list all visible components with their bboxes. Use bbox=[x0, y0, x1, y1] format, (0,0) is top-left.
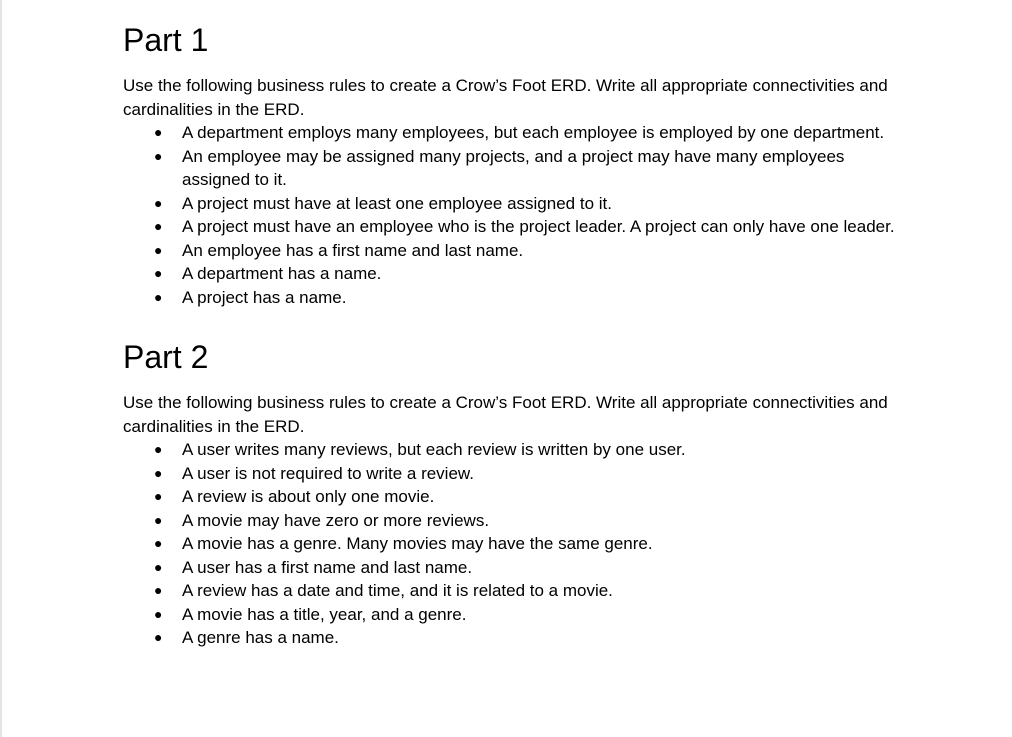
rule-text: A movie has a genre. Many movies may have the same genre. bbox=[182, 534, 653, 553]
list-item bbox=[154, 532, 913, 556]
list-item bbox=[154, 192, 913, 216]
bullet-icon: ● bbox=[154, 241, 163, 258]
list-item bbox=[154, 579, 913, 603]
rule-text: A project must have an employee who is the project leader. A project can only have one leader. bbox=[182, 217, 895, 236]
document-page bbox=[123, 18, 913, 650]
list-item bbox=[154, 121, 913, 145]
bullet-icon: ● bbox=[154, 288, 163, 305]
rule-text: A department employs many employees, but each employee is employed by one department. bbox=[182, 123, 885, 142]
rule-text: A review has a date and time, and it is related to a movie. bbox=[182, 581, 613, 600]
bullet-icon: ● bbox=[154, 488, 163, 504]
rule-text: An employee may be assigned many projects, and a project may have many employees assigned to it. bbox=[182, 146, 845, 189]
list-item bbox=[154, 438, 913, 462]
page-left-border bbox=[0, 0, 2, 737]
bullet-icon: ● bbox=[154, 629, 163, 645]
list-item bbox=[154, 262, 913, 286]
bullet-icon: ● bbox=[154, 464, 163, 481]
part-2-heading: Part 2 bbox=[123, 339, 209, 375]
list-item bbox=[154, 556, 913, 580]
bullet-icon: ● bbox=[154, 511, 163, 528]
list-item bbox=[154, 462, 913, 486]
rule-text: A user has a first name and last name. bbox=[182, 557, 473, 577]
rule-text: A project must have at least one employee assigned to it. bbox=[182, 193, 612, 213]
list-item bbox=[154, 145, 913, 192]
list-item bbox=[154, 215, 913, 239]
rule-text: A genre has a name. bbox=[182, 628, 339, 647]
bullet-icon: ● bbox=[154, 441, 163, 457]
bullet-icon: ● bbox=[154, 582, 163, 598]
part-1-intro: Use the following business rules to create a Crow’s Foot ERD. Write all appropriate connectivities and cardinalities in the ERD. bbox=[123, 76, 888, 119]
list-item bbox=[154, 626, 913, 650]
list-item bbox=[154, 485, 913, 509]
rule-text: A review is about only one movie. bbox=[182, 487, 435, 506]
rule-text: A user is not required to write a review. bbox=[182, 463, 474, 483]
rule-text: A movie has a title, year, and a genre. bbox=[182, 604, 467, 624]
rule-text: A movie may have zero or more reviews. bbox=[182, 510, 490, 530]
rule-text: A user writes many reviews, but each review is written by one user. bbox=[182, 440, 686, 459]
bullet-icon: ● bbox=[154, 147, 163, 164]
rule-text: A project has a name. bbox=[182, 287, 347, 307]
list-item bbox=[154, 509, 913, 533]
bullet-icon: ● bbox=[154, 194, 163, 211]
part-1-section bbox=[123, 18, 913, 309]
bullet-icon: ● bbox=[154, 218, 163, 234]
bullet-icon: ● bbox=[154, 265, 163, 281]
part-1-heading: Part 1 bbox=[123, 22, 209, 58]
rule-text: A department has a name. bbox=[182, 264, 382, 283]
list-item bbox=[154, 603, 913, 627]
part-2-section bbox=[123, 335, 913, 650]
part-2-rules-list bbox=[123, 438, 913, 650]
list-item bbox=[154, 239, 913, 263]
part-1-rules-list bbox=[123, 121, 913, 309]
bullet-icon: ● bbox=[154, 605, 163, 622]
part-2-intro: Use the following business rules to create a Crow’s Foot ERD. Write all appropriate connectivities and cardinalities in the ERD. bbox=[123, 393, 888, 436]
bullet-icon: ● bbox=[154, 535, 163, 551]
bullet-icon: ● bbox=[154, 124, 163, 140]
list-item bbox=[154, 286, 913, 310]
rule-text: An employee has a first name and last name. bbox=[182, 240, 524, 260]
bullet-icon: ● bbox=[154, 558, 163, 575]
